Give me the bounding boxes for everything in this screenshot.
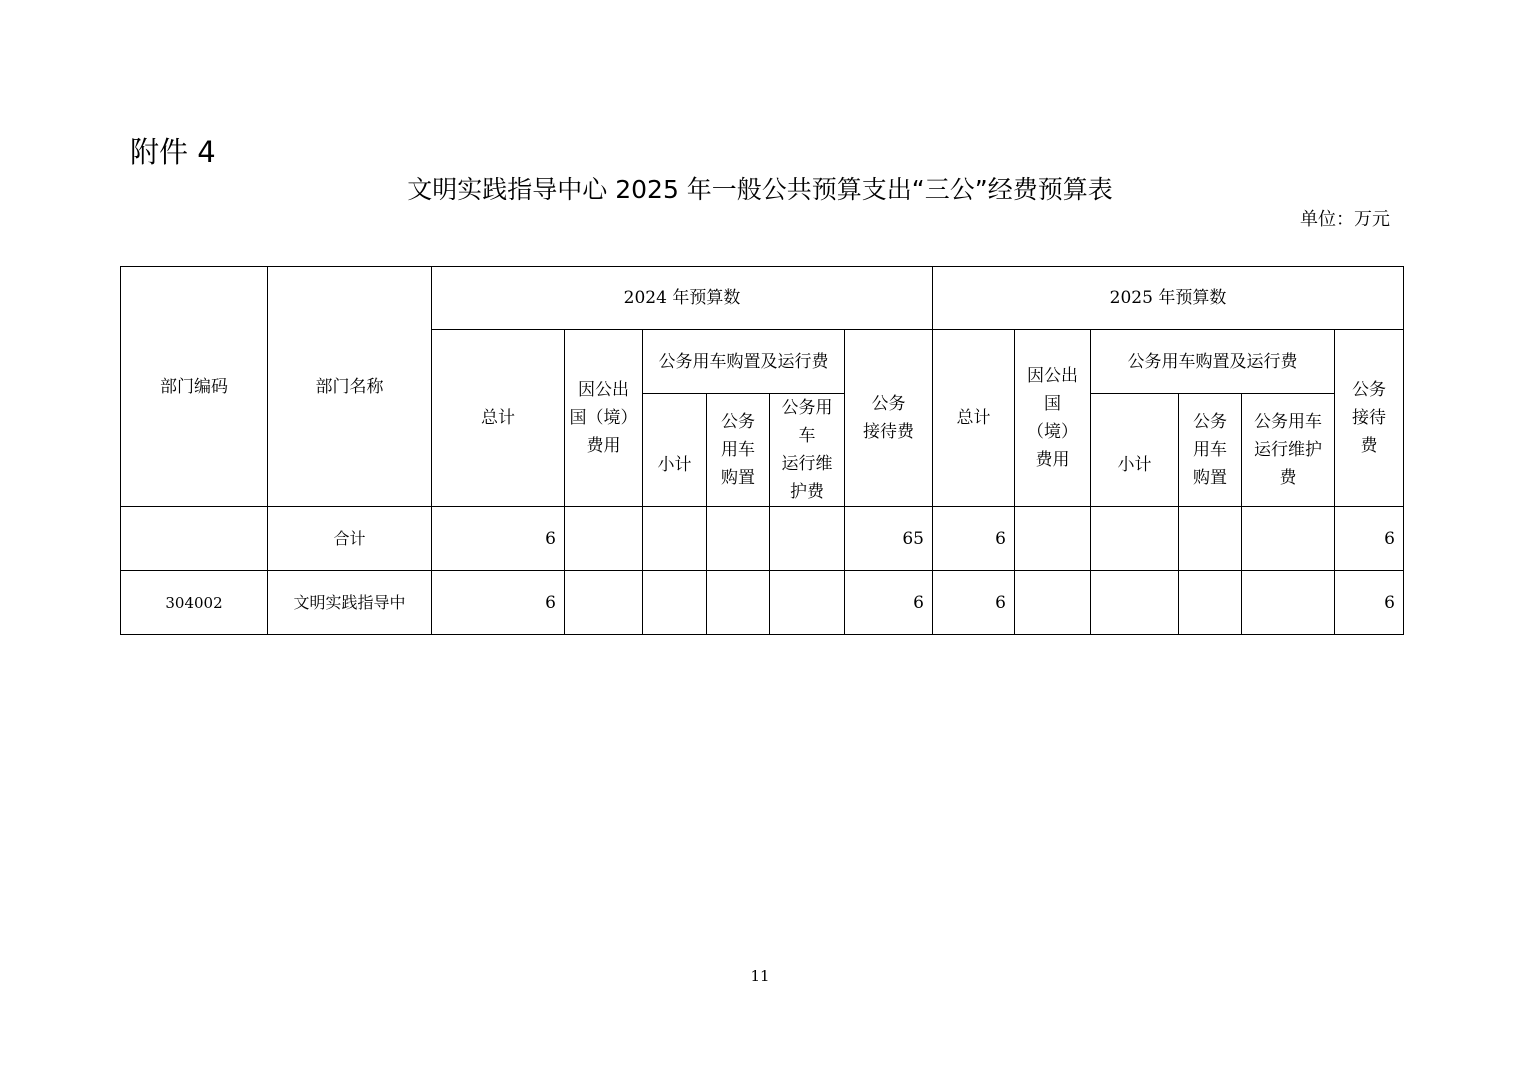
cell-dept-code	[121, 507, 268, 571]
cell-2024-abroad	[565, 507, 643, 571]
cell-2024-total: 6	[432, 571, 565, 635]
cell-dept-name: 合计	[268, 507, 432, 571]
cell-dept-name: 文明实践指导中	[268, 571, 432, 635]
cell-2025-total: 6	[933, 571, 1015, 635]
cell-2025-vehicle-purchase	[1179, 507, 1242, 571]
table-row	[121, 571, 1404, 635]
attachment-label: 附件 4	[130, 135, 216, 169]
cell-2025-vehicle-purchase	[1179, 571, 1242, 635]
header-2025-vehicle-ops: 公务用车 运行维护 费	[1242, 394, 1335, 507]
cell-2024-vehicle-ops	[770, 571, 845, 635]
header-2024-budget: 2024 年预算数	[432, 267, 933, 330]
header-row-years	[121, 267, 1404, 330]
header-2025-total: 总计	[933, 330, 1015, 507]
budget-table	[120, 266, 1404, 635]
page-number: 11	[750, 967, 770, 985]
header-2025-reception: 公务 接待 费	[1335, 330, 1404, 507]
header-2025-abroad: 因公出 国（境） 费用	[1015, 330, 1091, 507]
cell-2024-vehicle-ops	[770, 507, 845, 571]
unit-label: 单位：万元	[1300, 209, 1390, 230]
cell-2025-vehicle-ops	[1242, 507, 1335, 571]
cell-2025-reception: 6	[1335, 571, 1404, 635]
document-title: 文明实践指导中心 2025 年一般公共预算支出“三公”经费预算表	[407, 175, 1113, 204]
cell-2024-subtotal	[643, 571, 707, 635]
cell-2025-total: 6	[933, 507, 1015, 571]
cell-2025-subtotal	[1091, 507, 1179, 571]
header-dept-name: 部门名称	[268, 267, 432, 507]
cell-2024-vehicle-purchase	[707, 571, 770, 635]
cell-2025-reception: 6	[1335, 507, 1404, 571]
header-2024-subtotal: 小计	[643, 394, 707, 507]
cell-2024-abroad	[565, 571, 643, 635]
header-2025-vehicle-group: 公务用车购置及运行费	[1091, 330, 1335, 394]
header-2024-vehicle-ops: 公务用 车 运行维 护费	[770, 394, 845, 507]
cell-dept-code: 304002	[121, 571, 268, 635]
header-2025-vehicle-purchase: 公务 用车 购置	[1179, 394, 1242, 507]
header-2024-vehicle-purchase: 公务 用车 购置	[707, 394, 770, 507]
header-2024-reception: 公务 接待费	[845, 330, 933, 507]
table-row	[121, 507, 1404, 571]
header-2024-total: 总计	[432, 330, 565, 507]
cell-2025-abroad	[1015, 507, 1091, 571]
cell-2024-subtotal	[643, 507, 707, 571]
header-dept-code: 部门编码	[121, 267, 268, 507]
cell-2024-reception: 65	[845, 507, 933, 571]
cell-2024-vehicle-purchase	[707, 507, 770, 571]
header-2025-budget: 2025 年预算数	[933, 267, 1404, 330]
cell-2025-subtotal	[1091, 571, 1179, 635]
cell-2025-vehicle-ops	[1242, 571, 1335, 635]
header-2024-abroad: 因公出 国（境） 费用	[565, 330, 643, 507]
header-2025-subtotal: 小计	[1091, 394, 1179, 507]
header-2024-vehicle-group: 公务用车购置及运行费	[643, 330, 845, 394]
cell-2025-abroad	[1015, 571, 1091, 635]
cell-2024-reception: 6	[845, 571, 933, 635]
cell-2024-total: 6	[432, 507, 565, 571]
